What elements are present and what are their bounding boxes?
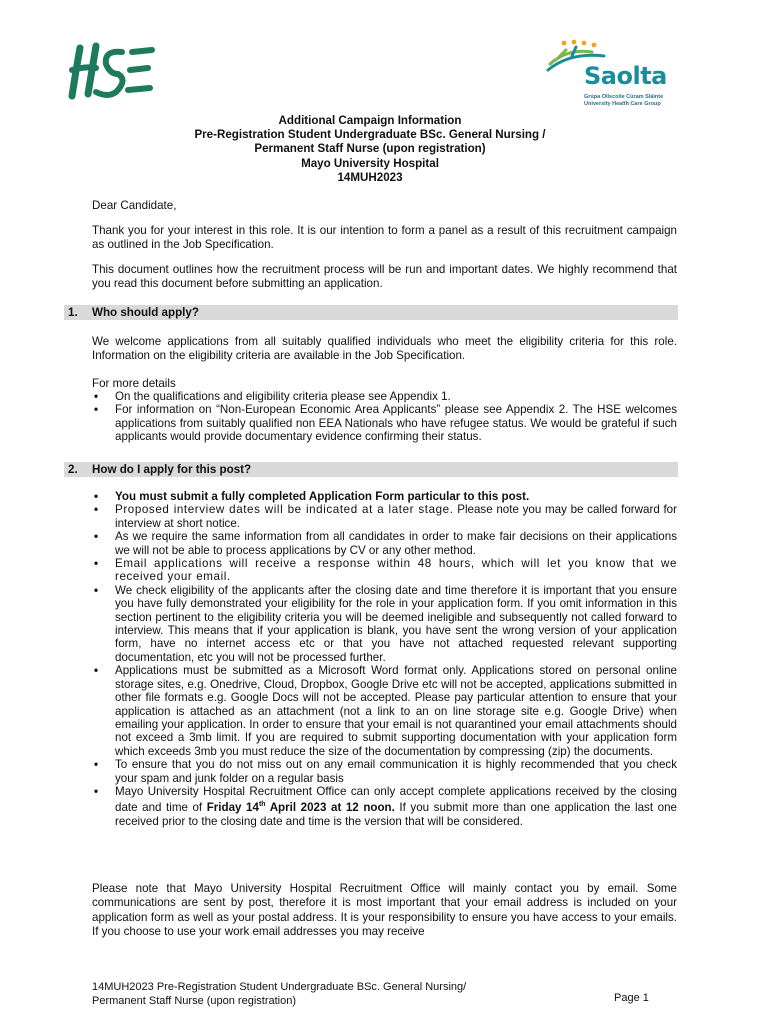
section-number: 2. <box>68 463 78 476</box>
section-title: How do I apply for this post? <box>92 463 252 476</box>
list-item-text: Proposed interview dates will be indicated at a later stage. <box>115 503 454 517</box>
list-item-text: To ensure that you do not miss out on any email communication it is highly recommended that you check your spam and junk folder on a regular basis <box>115 758 677 785</box>
list-item-text: Applications must be submitted as a Microsoft Word format only. Applications stored on personal online storage sites, e.g. Onedrive, Cloud, Dropbox, Google Drive etc will not be accepted, applications submitted in other file formats e.g. Google Docs will not be accepted. Please pay particular attention to ensure that your application is attached as an attachment (not a link to an on line storage site e.g. Google Drive) when emailing your application. In order to ensure that your email is not quarantined your email attachments should not exceed a 3mb limit. If you are required to submit supporting documentation with your application form which exceeds 3mb you must reduce the size of the documentation by compressing (zip) the documents. <box>115 664 677 758</box>
list-item-text: Mayo University Hospital Recruitment Office can only accept complete applications received by the closing date and time of <box>115 784 677 815</box>
closing-paragraph: Please note that Mayo University Hospital Recruitment Office will mainly contact you by email. Some communications are sent by post, therefore it is most important that your email address is included on your application form as well as your postal address. It is your responsibility to ensure you have access to your emails. If you choose to use your work email addresses you may receive <box>92 882 677 939</box>
bullet-icon: • <box>94 530 99 544</box>
list-item <box>92 584 677 664</box>
section-2-heading <box>64 462 678 477</box>
page-footer <box>92 981 657 1008</box>
list-item <box>92 664 677 758</box>
title-line: Permanent Staff Nurse (upon registration) <box>254 142 486 156</box>
saolta-sub-english: University Health Care Group <box>584 100 661 107</box>
bullet-icon: • <box>94 490 99 503</box>
hse-logo <box>66 40 158 100</box>
section-1-paragraph: We welcome applications from all suitably qualified individuals who meet the eligibility criteria for this role. Information on the eligibility criteria are available in the Job Specification. <box>92 335 677 363</box>
list-item-text: Please note you may be called forward for interview at short notice. <box>115 503 677 530</box>
title-line: Mayo University Hospital <box>301 156 439 170</box>
title-line: Additional Campaign Information <box>278 114 462 127</box>
list-item <box>92 557 677 584</box>
campaign-code: 14MUH2023 <box>337 170 403 184</box>
saolta-wordmark: Saolta <box>584 62 667 90</box>
bullet-icon: • <box>94 583 99 597</box>
document-title <box>90 114 650 185</box>
list-item-text: We check eligibility of the applicants after the closing date and time therefore it is important that you ensure you have fully demonstrated your eligibility for the role in your application form. If you omit information in this section pertinent to the eligibility criteria you will be deemed ineligible and subsequently not called forward to interview. This means that if your application is blank, you have sent the wrong version of your application form, have no internet access etc or that you have not attached requested relevant supporting documentation, etc you will not be processed further. <box>115 583 677 664</box>
bullet-icon: • <box>94 784 99 798</box>
bullet-icon: • <box>94 557 99 571</box>
section-1-more: For more details <box>92 377 176 390</box>
hse-logo-graphic <box>66 40 158 100</box>
list-item <box>92 530 677 557</box>
intro-paragraph-2: This document outlines how the recruitment process will be run and important dates. We highly recommend that you read this document before submitting an application. <box>92 263 677 291</box>
section-1-heading <box>64 305 678 320</box>
list-item-text: Email applications will receive a response within 48 hours, which will let you know that we received your email. <box>115 557 677 584</box>
section-number: 1. <box>68 306 78 319</box>
section-1-bullets <box>92 390 677 444</box>
saolta-logo <box>544 38 676 110</box>
list-item <box>92 785 677 828</box>
list-item-text: For information on “Non-European Economic Area Applicants” please see Appendix 2. The HSE welcomes applications from suitably qualified non EEA Nationals who have refugee status. We would be grateful if such applicants would provide documentary evidence confirming their status. <box>115 403 677 444</box>
bullet-icon: • <box>94 403 99 417</box>
bullet-icon: • <box>94 503 99 517</box>
bullet-icon: • <box>94 758 99 772</box>
list-item-text: If you submit more than one application the last one received prior to the closing date and time is the version that will be considered. <box>115 801 677 828</box>
greeting: Dear Candidate, <box>92 199 177 212</box>
list-item-text: You must submit a fully completed Application Form particular to this post. <box>115 490 530 503</box>
title-line: Pre-Registration Student Undergraduate BSc. General Nursing / <box>194 128 546 142</box>
bullet-icon: • <box>94 664 99 678</box>
list-item <box>92 758 677 785</box>
list-item-text: As we require the same information from all candidates in order to make fair decisions on their applications we will not be able to process applications by CV or any other method. <box>115 530 677 557</box>
list-item-text: On the qualifications and eligibility criteria please see Appendix 1. <box>115 390 451 403</box>
section-title: Who should apply? <box>92 306 199 319</box>
list-item <box>92 403 677 443</box>
footer-line: 14MUH2023 Pre-Registration Student Undergraduate BSc. General Nursing/ <box>92 981 467 993</box>
closing-date-suffix: th <box>258 801 266 809</box>
closing-time: April 2023 at 12 noon. <box>265 801 395 815</box>
closing-date: Friday 14 <box>206 801 259 815</box>
list-item <box>92 390 677 403</box>
saolta-sub-irish: Grúpa Ollscoile Cúram Sláinte <box>584 94 664 100</box>
bullet-icon: • <box>94 390 99 403</box>
section-2-bullets <box>92 490 677 828</box>
list-item <box>92 490 677 503</box>
saolta-subtitle <box>584 94 674 107</box>
list-item <box>92 503 677 530</box>
intro-paragraph-1: Thank you for your interest in this role. It is our intention to form a panel as a result of this recruitment campaign as outlined in the Job Specification. <box>92 224 677 252</box>
footer-line: Permanent Staff Nurse (upon registration) <box>92 994 297 1007</box>
page-number: Page 1 <box>614 992 649 1004</box>
